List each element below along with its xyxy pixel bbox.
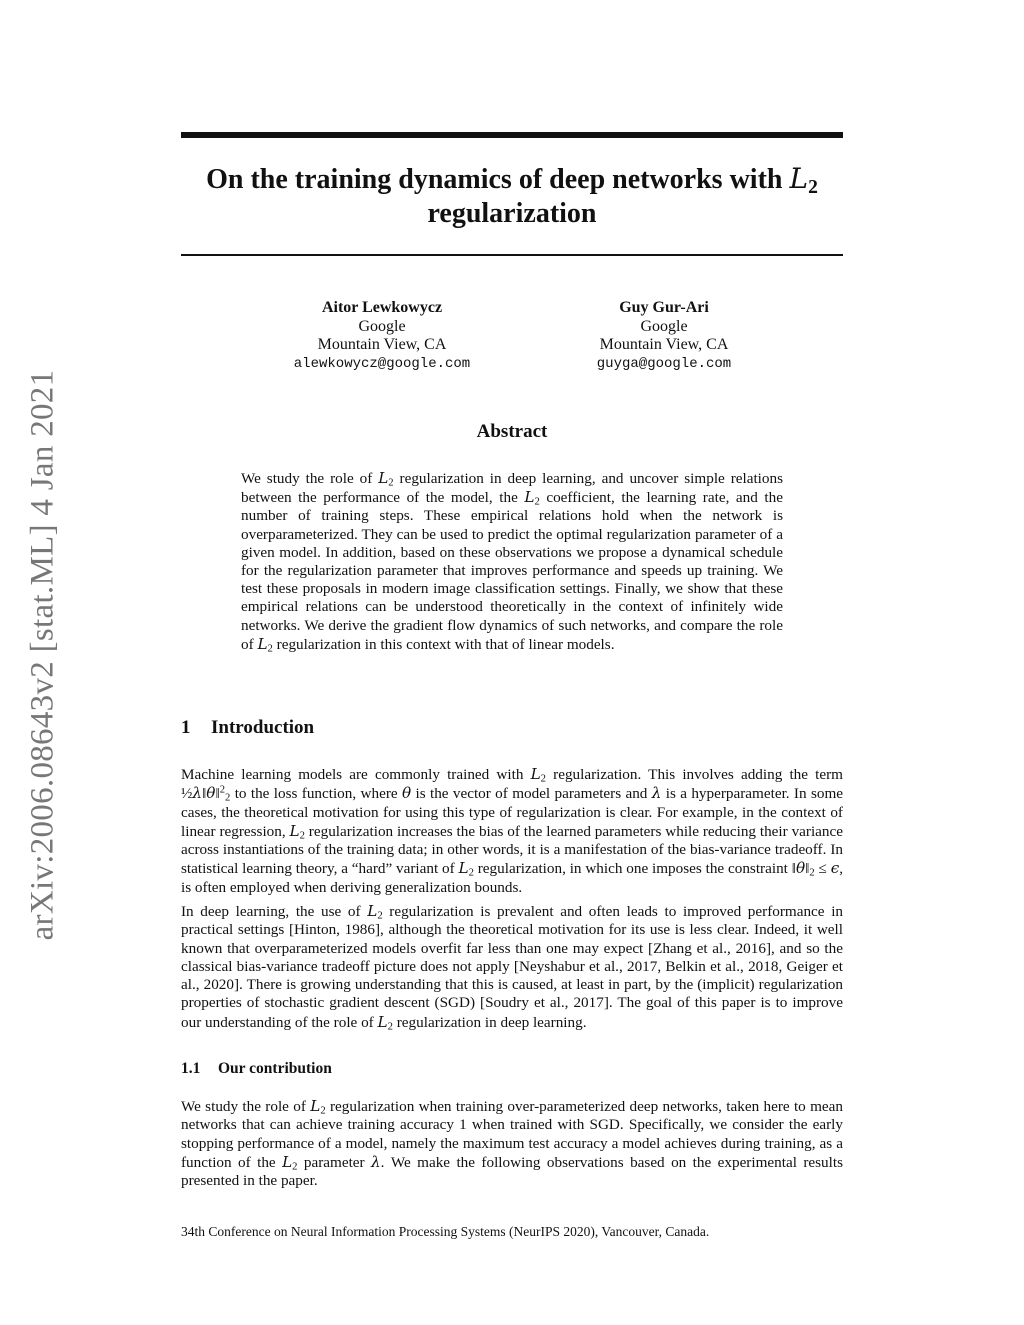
author-block-1 <box>252 299 512 373</box>
author-name: Guy Gur-Ari <box>619 299 709 316</box>
section-title: Introduction <box>211 717 315 738</box>
intro-paragraph-1: Machine learning models are commonly trained with $L_2$ regularization. This involves adding the term ½λ‖θ‖$^2_2$ to the loss function, where θ is the vector of model parameters and λ is a hyperparameter. In some cases, the theoretical motivation for using this type of regularization is clear. For example, in the context of linear regression, $L_2$ regularization increases the bias of the learned parameters while reducing their variance across instantiations of the training data; in other words, it is a manifestation of the bias-variance tradeoff. In statistical learning theory, a “hard” variant of $L_2$ regularization, in which one imposes the constraint $‖\theta‖_2 \le \epsilon$, is often employed when deriving generalization bounds. <box>181 765 843 896</box>
title-top-rule <box>181 132 843 138</box>
author-email: alewkowycz@google.com <box>293 355 471 372</box>
contribution-paragraph: We study the role of $L_2$ regularization when training over-parameterized deep networks, taken here to mean networks that can achieve training accuracy 1 when trained with SGD. Specifically, we consider the early stopping performance of a model, namely the maximum test accuracy a model achieves during training, as a function of the $L_2$ parameter λ. We make the following observations based on the experimental results presented in the paper. <box>181 1097 843 1190</box>
author-email: guyga@google.com <box>596 355 732 372</box>
arxiv-stamp <box>18 360 68 950</box>
section-heading-introduction <box>181 717 314 739</box>
section-number: 1 <box>181 717 191 738</box>
author-affiliation: Google <box>640 317 688 335</box>
conference-footnote: 34th Conference on Neural Information Processing Systems (NeurIPS 2020), Vancouver, Canada. <box>181 1224 710 1239</box>
author-location: Mountain View, CA <box>599 336 729 353</box>
subsection-title: Our contribution <box>218 1060 332 1077</box>
author-location: Mountain View, CA <box>317 336 447 353</box>
abstract-heading: Abstract <box>476 421 548 442</box>
author-block-2 <box>534 299 794 373</box>
author-affiliation: Google <box>358 317 406 335</box>
author-name: Aitor Lewkowycz <box>321 299 443 316</box>
intro-paragraph-2: In deep learning, the use of $L_2$ regularization is prevalent and often leads to improved performance in practical settings [Hinton, 1986], although the theoretical motivation for its use is less clear. Indeed, it well known that overparameterized models overfit far less than one may expect [Zhang et al., 2016], and so the classical bias-variance tradeoff picture does not apply [Neyshabur et al., 2017, Belkin et al., 2018, Geiger et al., 2020]. There is growing understanding that this is caused, at least in part, by the (implicit) regularization properties of stochastic gradient descent (SGD) [Soudry et al., 2017]. The goal of this paper is to improve our understanding of the role of $L_2$ regularization in deep learning. <box>181 902 844 1033</box>
paper-title: On the training dynamics of deep networks with $L_2$ regularization <box>206 162 818 229</box>
abstract-text: We study the role of $L_2$ regularization in deep learning, and uncover simple relations between the performance of the model, the $L_2$ coefficient, the learning rate, and the number of training steps. These empirical relations hold when the network is overparameterized. They can be used to predict the optimal regularization parameter of a given model. In addition, based on these observations we propose a dynamical schedule for the regularization parameter that improves performance and speeds up training. We test these proposals in modern image classification settings. Finally, we show that these empirical relations can be understood theoretically in the context of infinitely wide networks. We derive the gradient flow dynamics of such networks, and compare the role of $L_2$ regularization in this context with that of linear models. <box>241 469 783 655</box>
subsection-heading-contribution <box>181 1060 332 1078</box>
subsection-number: 1.1 <box>181 1060 201 1077</box>
arxiv-identifier: arXiv:2006.08643v2 [stat.ML] 4 Jan 2021 <box>24 369 61 941</box>
title-bottom-rule <box>181 254 843 256</box>
